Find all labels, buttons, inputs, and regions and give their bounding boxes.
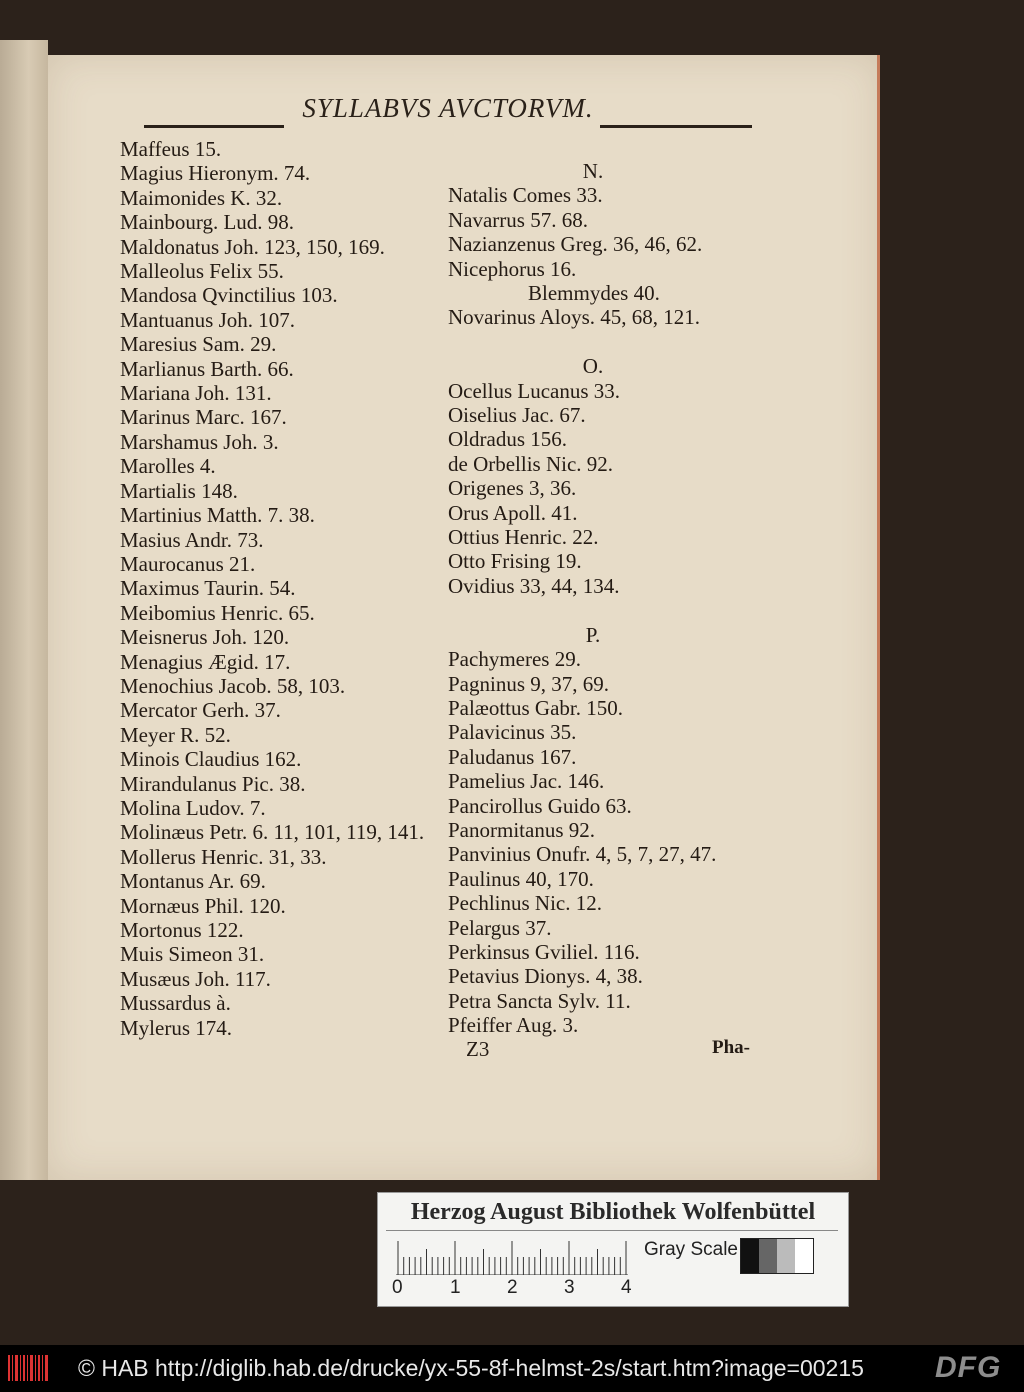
list-item: Meibomius Henric. 65. [120, 600, 315, 625]
scale-number: 2 [507, 1277, 518, 1298]
list-item: Menochius Jacob. 58, 103. [120, 673, 346, 698]
list-item: Mollerus Henric. 31, 33. [120, 844, 327, 869]
gray-scale-label: Gray Scale [644, 1239, 738, 1260]
list-item: Pechlinus Nic. 12. [448, 891, 602, 916]
spacer [448, 598, 738, 622]
list-item-sub: Blemmydes 40. [528, 281, 660, 306]
list-item: Muis Simeon 31. [120, 942, 265, 967]
list-item: Malleolus Felix 55. [120, 259, 284, 284]
list-item: Meisnerus Joh. 120. [120, 625, 290, 650]
list-item: Natalis Comes 33. [448, 183, 603, 208]
section-heading-o: O. [582, 354, 604, 379]
list-item: Menagius Ægid. 17. [120, 649, 291, 674]
spacer [448, 330, 738, 354]
list-item: Petavius Dionys. 4, 38. [448, 964, 643, 989]
list-item: Maldonatus Joh. 123, 150, 169. [120, 234, 385, 259]
list-item: Maresius Sam. 29. [120, 332, 277, 357]
list-item: Montanus Ar. 69. [120, 869, 266, 894]
list-item: Mornæus Phil. 120. [120, 893, 286, 918]
list-item: Marshamus Joh. 3. [120, 429, 279, 454]
book-page [48, 55, 880, 1180]
list-item: Pachymeres 29. [448, 647, 581, 672]
list-item: Mantuanus Joh. 107. [120, 307, 295, 332]
dfg-logo: DFG [935, 1351, 1002, 1384]
list-item: Mylerus 174. [120, 1015, 232, 1040]
list-item: Palæottus Gabr. 150. [448, 695, 624, 720]
list-item: Marinus Marc. 167. [120, 405, 287, 430]
list-item: Mercator Gerh. 37. [120, 698, 281, 723]
list-item: Pamelius Jac. 146. [448, 769, 605, 794]
list-item: Maurocanus 21. [120, 551, 256, 576]
list-item: Maimonides K. 32. [120, 185, 283, 210]
footer-bar [0, 1345, 1024, 1392]
list-item: Navarrus 57. 68. [448, 207, 588, 232]
list-item: Petra Sancta Sylv. 11. [448, 988, 631, 1013]
list-item: Maffeus 15. [120, 137, 222, 161]
list-item: Magius Hieronym. 74. [120, 161, 311, 186]
list-item: Perkinsus Gviliel. 116. [448, 939, 640, 964]
section-heading-p: P. [585, 622, 601, 647]
list-item: Orus Apoll. 41. [448, 500, 578, 525]
list-item: Novarinus Aloys. 45, 68, 121. [448, 305, 700, 330]
list-item: Ovidius 33, 44, 134. [448, 573, 620, 598]
barcode-icon [8, 1355, 50, 1381]
header-rule-left [144, 125, 284, 128]
page-header: SYLLABVS AVCTORVM. [302, 93, 594, 123]
swatch-dark-gray [759, 1239, 777, 1273]
list-item: Palavicinus 35. [448, 720, 577, 745]
list-item: Mortonus 122. [120, 918, 244, 942]
list-item: Panormitanus 92. [448, 817, 595, 842]
scale-number: 3 [564, 1277, 575, 1298]
list-item: Oiselius Jac. 67. [448, 403, 586, 428]
list-item: Mussardus à. [120, 991, 231, 1016]
list-item: Pagninus 9, 37, 69. [448, 671, 610, 696]
gray-scale-swatch [740, 1238, 814, 1274]
list-item: Martialis 148. [120, 478, 238, 503]
list-item: Musæus Joh. 117. [120, 966, 271, 991]
list-item: Origenes 3, 36. [448, 476, 577, 501]
library-title: Herzog August Bibliothek Wolfenbüttel [410, 1199, 816, 1225]
ruler-scale [396, 1239, 628, 1275]
source-url[interactable]: © HAB http://diglib.hab.de/drucke/yx-55-8f-helmst-2s/start.htm?image=00215 [78, 1355, 864, 1381]
list-item: Meyer R. 52. [120, 722, 231, 747]
list-item: Nazianzenus Greg. 36, 46, 62. [448, 232, 703, 257]
list-item: Nicephorus 16. [448, 256, 577, 281]
list-item: Otto Frising 19. [448, 549, 582, 574]
catchword: Pha- [712, 1037, 750, 1058]
list-item: Mirandulanus Pic. 38. [120, 771, 306, 796]
left-column [120, 137, 424, 1040]
list-item: Paulinus 40, 170. [448, 866, 594, 891]
list-item: de Orbellis Nic. 92. [448, 451, 614, 476]
list-item: Martinius Matth. 7. 38. [120, 503, 315, 528]
list-item: Ocellus Lucanus 33. [448, 378, 621, 403]
adjacent-page-edge [0, 40, 48, 1180]
swatch-black [741, 1239, 759, 1273]
list-item: Mandosa Qvinctilius 103. [120, 283, 338, 308]
list-item: Masius Andr. 73. [120, 527, 264, 552]
card-divider [386, 1230, 838, 1231]
list-item: Pelargus 37. [448, 915, 552, 940]
list-item: Mariana Joh. 131. [120, 381, 272, 406]
color-calibration-card [377, 1192, 849, 1307]
list-item: Paludanus 167. [448, 744, 577, 769]
scale-number: 1 [450, 1277, 461, 1298]
signature-mark: Z3 [466, 1037, 490, 1061]
list-item: Maximus Taurin. 54. [120, 576, 296, 601]
list-item: Ottius Henric. 22. [448, 525, 599, 550]
list-item: Oldradus 156. [448, 427, 567, 452]
right-column [448, 159, 738, 1038]
list-item: Pancirollus Guido 63. [448, 793, 632, 818]
list-item: Marolles 4. [120, 454, 216, 479]
scale-number: 0 [392, 1277, 403, 1298]
list-item: Molina Ludov. 7. [120, 795, 266, 820]
section-heading-n: N. [582, 159, 604, 183]
header-rule-right [600, 125, 752, 128]
list-item: Molinæus Petr. 6. 11, 101, 119, 141. [120, 820, 425, 845]
scale-number: 4 [621, 1277, 632, 1298]
list-item: Pfeiffer Aug. 3. [448, 1013, 579, 1038]
list-item: Mainbourg. Lud. 98. [120, 210, 295, 235]
swatch-white [795, 1239, 813, 1273]
list-item: Marlianus Barth. 66. [120, 356, 294, 381]
swatch-light-gray [777, 1239, 795, 1273]
list-item: Panvinius Onufr. 4, 5, 7, 27, 47. [448, 842, 717, 867]
list-item: Minois Claudius 162. [120, 747, 302, 772]
